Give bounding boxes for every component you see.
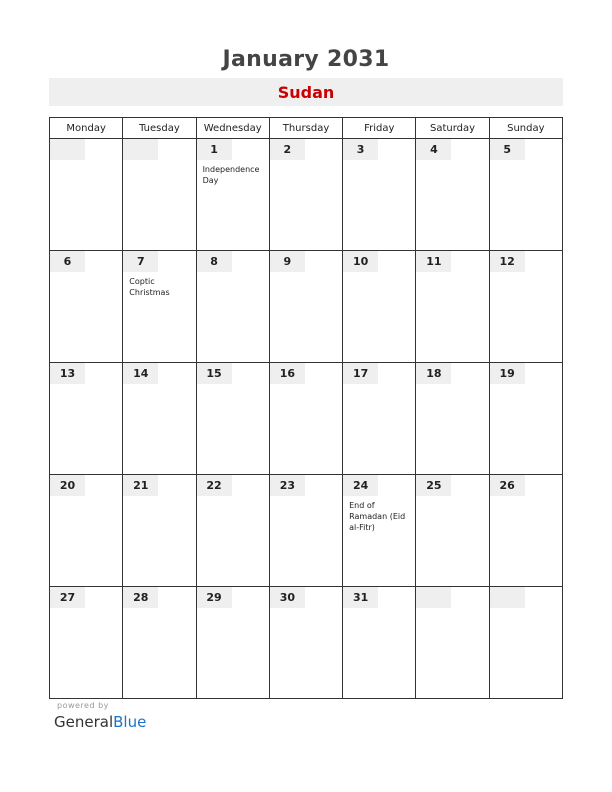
week-row xyxy=(50,587,563,699)
day-number: 30 xyxy=(270,587,305,608)
day-number: 11 xyxy=(416,251,451,272)
day-cell xyxy=(489,475,562,587)
day-cell xyxy=(50,475,123,587)
day-cell xyxy=(196,475,269,587)
day-cell xyxy=(343,251,416,363)
holiday-label: End of Ramadan (Eid al-Fitr) xyxy=(349,501,406,532)
weekday-header: Wednesday xyxy=(196,118,269,139)
day-number: 24 xyxy=(343,475,378,496)
day-cell xyxy=(489,139,562,251)
day-cell xyxy=(489,251,562,363)
day-cell xyxy=(343,363,416,475)
day-cell xyxy=(269,251,342,363)
day-cell xyxy=(196,251,269,363)
day-cell xyxy=(123,139,196,251)
day-number: 7 xyxy=(123,251,158,272)
day-number: 29 xyxy=(197,587,232,608)
day-number: 16 xyxy=(270,363,305,384)
day-number: 3 xyxy=(343,139,378,160)
day-number: 9 xyxy=(270,251,305,272)
country-banner xyxy=(49,78,563,106)
day-number: 26 xyxy=(490,475,525,496)
day-number: 8 xyxy=(197,251,232,272)
day-number: 19 xyxy=(490,363,525,384)
day-number: 22 xyxy=(197,475,232,496)
day-cell xyxy=(416,139,489,251)
day-cell xyxy=(50,363,123,475)
day-cell xyxy=(416,475,489,587)
holiday-label: Coptic Christmas xyxy=(129,277,170,297)
country-name: Sudan xyxy=(277,83,335,102)
day-cell xyxy=(123,475,196,587)
day-cell xyxy=(269,475,342,587)
day-cell xyxy=(269,587,342,699)
day-cell xyxy=(343,139,416,251)
calendar-grid xyxy=(49,117,563,699)
calendar-title: January 2031 xyxy=(222,47,390,72)
day-cell xyxy=(416,587,489,699)
day-number: 14 xyxy=(123,363,158,384)
generalblue-logo[interactable] xyxy=(54,713,146,731)
day-number: 23 xyxy=(270,475,305,496)
day-number: 15 xyxy=(197,363,232,384)
day-number xyxy=(490,587,525,608)
weekday-header: Monday xyxy=(50,118,123,139)
week-row xyxy=(50,363,563,475)
day-cell xyxy=(343,475,416,587)
day-number: 31 xyxy=(343,587,378,608)
day-number xyxy=(123,139,158,160)
powered-by-text: powered by xyxy=(57,701,109,710)
day-cell xyxy=(50,251,123,363)
day-number: 12 xyxy=(490,251,525,272)
day-cell xyxy=(196,363,269,475)
weekday-header: Thursday xyxy=(269,118,342,139)
day-cell xyxy=(123,363,196,475)
day-cell xyxy=(416,363,489,475)
day-cell xyxy=(123,587,196,699)
day-cell xyxy=(489,363,562,475)
day-number: 4 xyxy=(416,139,451,160)
day-cell xyxy=(343,587,416,699)
day-number: 13 xyxy=(50,363,85,384)
brand-general: General xyxy=(54,713,114,731)
week-row xyxy=(50,475,563,587)
day-number: 20 xyxy=(50,475,85,496)
day-cell xyxy=(196,139,269,251)
day-number: 28 xyxy=(123,587,158,608)
week-row xyxy=(50,251,563,363)
day-number: 10 xyxy=(343,251,378,272)
day-number: 17 xyxy=(343,363,378,384)
day-cell xyxy=(416,251,489,363)
day-number: 5 xyxy=(490,139,525,160)
weekday-header: Friday xyxy=(343,118,416,139)
day-number: 6 xyxy=(50,251,85,272)
day-cell xyxy=(269,363,342,475)
day-cell xyxy=(50,139,123,251)
brand-blue: Blue xyxy=(113,713,147,731)
day-number: 1 xyxy=(197,139,232,160)
day-number xyxy=(50,139,85,160)
day-number: 18 xyxy=(416,363,451,384)
day-number: 25 xyxy=(416,475,451,496)
day-number: 21 xyxy=(123,475,158,496)
weekday-header: Saturday xyxy=(416,118,489,139)
week-row xyxy=(50,139,563,251)
holiday-label: Independence Day xyxy=(202,165,260,185)
day-cell xyxy=(50,587,123,699)
day-cell xyxy=(196,587,269,699)
day-cell xyxy=(489,587,562,699)
day-number xyxy=(416,587,451,608)
weekday-header-row xyxy=(50,118,563,139)
day-number: 27 xyxy=(50,587,85,608)
day-cell xyxy=(269,139,342,251)
day-number: 2 xyxy=(270,139,305,160)
weekday-header: Tuesday xyxy=(123,118,196,139)
weekday-header: Sunday xyxy=(489,118,562,139)
day-cell xyxy=(123,251,196,363)
